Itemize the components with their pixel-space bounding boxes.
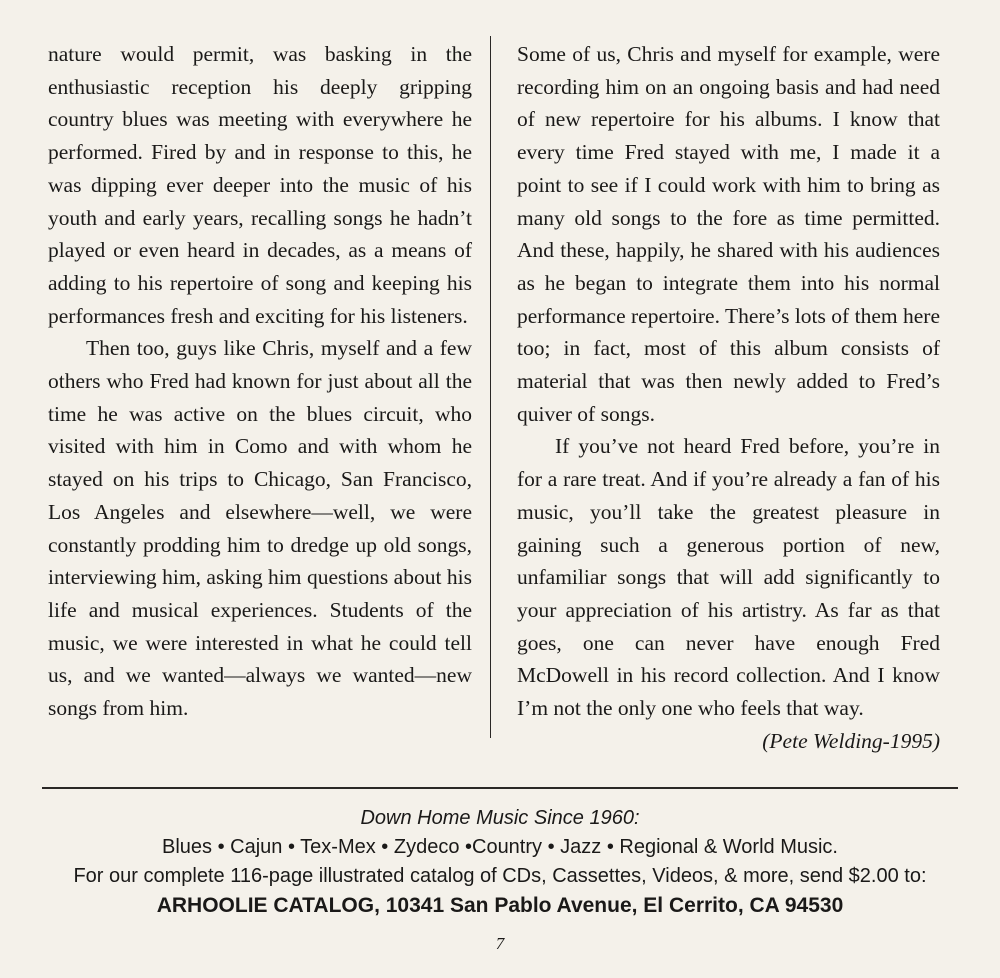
footer-address: ARHOOLIE CATALOG, 10341 San Pablo Avenue, El Cerrito, CA 94530: [156, 894, 844, 917]
footer-genres: Blues • Cajun • Tex-Mex • Zydeco •Country • Jazz • Regional & World Music.: [162, 836, 838, 858]
right-paragraph-1: Some of us, Chris and myself for example, were recording him on an ongoing basis and had need of new repertoire for his albums. I know that every time Fred stayed with me, I made it a point to see if I could work with him to bring as many old songs to the fore as time permitted. And these, happily, he shared with his audiences as he began to integrate them into his normal performance repertoire. There’s lots of them here too; in fact, most of this album consists of material that was then newly added to Fred’s quiver of songs.: [517, 42, 940, 426]
left-column: [48, 38, 472, 725]
right-column: [517, 38, 940, 757]
footer-rule: [42, 787, 958, 789]
column-divider: [490, 36, 491, 738]
footer-tagline: Down Home Music Since 1960:: [360, 807, 640, 829]
left-paragraph-2: Then too, guys like Chris, myself and a few others who Fred had known for just about all the time he was active on the blues circuit, who visited with him in Como and with whom he stayed on his trips to Chicago, San Francisco, Los Angeles and elsewhere—well, we were constantly prodding him to dredge up old songs, interviewing him, asking him questions about his life and musical experiences. Students of the music, we were interested in what he could tell us, and we wanted—always we wanted—new songs from him.: [48, 336, 472, 721]
footer-catalog-offer: For our complete 116-page illustrated catalog of CDs, Cassettes, Videos, & more, send $2.00 to:: [73, 865, 927, 887]
right-paragraph-2: If you’ve not heard Fred before, you’re in for a rare treat. And if you’re already a fan of his music, you’ll take the greatest pleasure in gaining such a generous portion of new, unfamiliar songs that will add significantly to your appreciation of his artistry. As far as that goes, one can never have enough Fred McDowell in his record collection. And I know I’m not the only one who feels that way.: [517, 434, 940, 721]
author-signature: (Pete Welding-1995): [762, 728, 940, 753]
left-paragraph-1: nature would permit, was basking in the enthusiastic reception his deeply gripping country blues was meeting with everywhere he performed. Fired by and in response to this, he was dipping ever deeper into the music of his youth and early years, recalling songs he hadn’t played or even heard in decades, as a means of adding to his repertoire of song and keeping his performances fresh and exciting for his listeners.: [48, 42, 472, 328]
page-number: 7: [495, 934, 505, 953]
catalog-advertisement: [0, 804, 1000, 920]
